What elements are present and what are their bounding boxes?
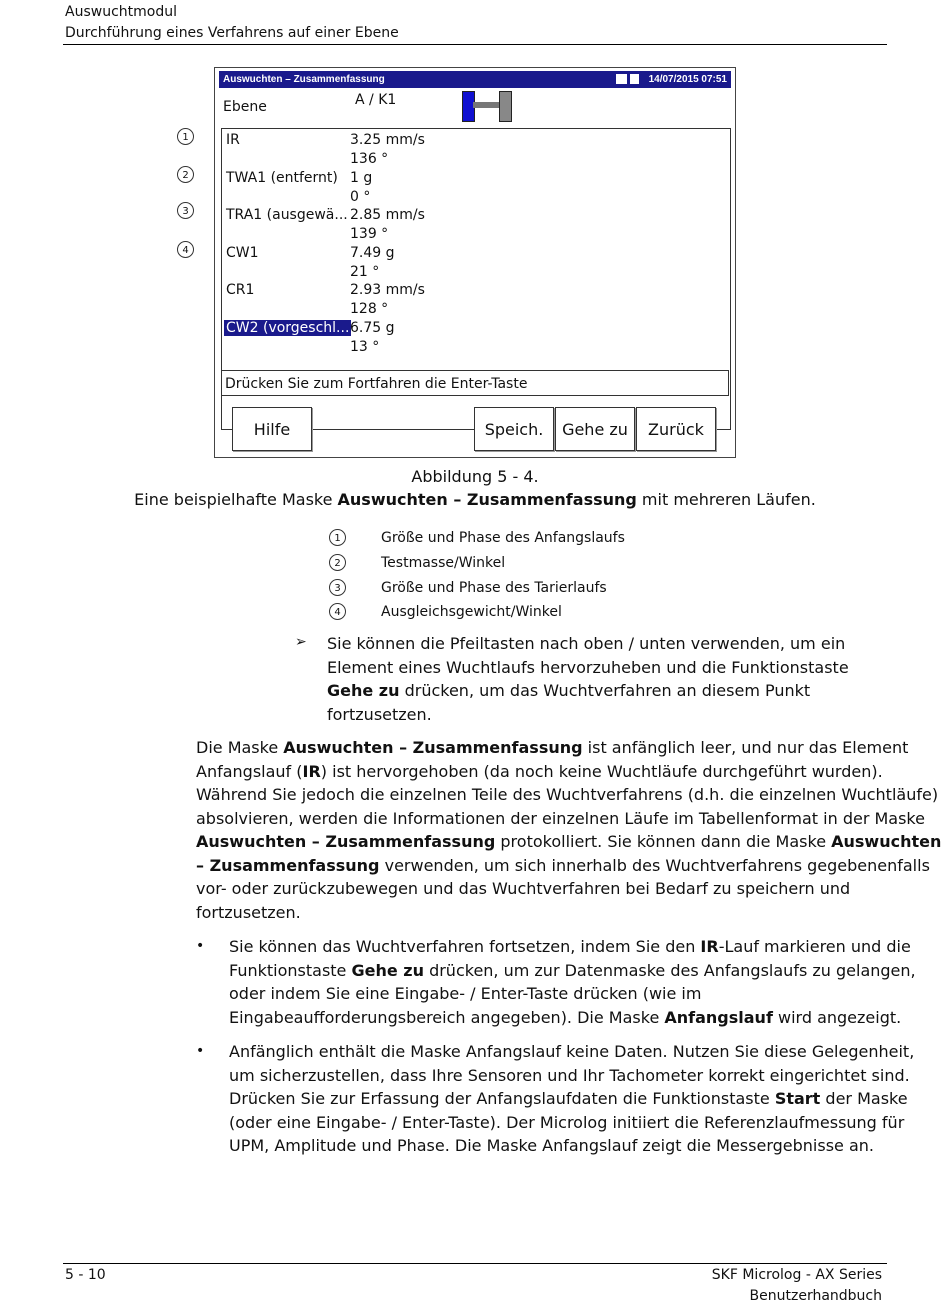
legend-callout-3: 3 — [329, 579, 346, 596]
list-item-phase: 128 ° — [350, 301, 389, 317]
footer-rule — [63, 1263, 887, 1264]
para-text: Die Maske — [196, 738, 284, 757]
para-text: Funktionstaste — [229, 960, 352, 980]
para-text: verwenden, um sich innerhalb des Wuchtverfahrens gegebenenfalls — [379, 855, 930, 875]
screen-title: Auswuchten – Zusammenfassung — [223, 74, 385, 85]
battery-icon — [616, 74, 627, 84]
plane-label: Ebene — [223, 99, 267, 115]
plane-value: A / K1 — [355, 92, 397, 108]
legend-callout-4: 4 — [329, 603, 346, 620]
legend-text-2: Testmasse/Winkel — [381, 555, 506, 571]
running-header-section: Durchführung eines Verfahrens auf einer Ebene — [65, 25, 399, 41]
arrow-paragraph — [327, 632, 849, 726]
para-line — [196, 760, 941, 784]
selected-item-label: CW2 (vorgeschl... — [226, 320, 350, 336]
header-rule — [63, 44, 887, 45]
caption-text: mit mehreren Läufen. — [636, 490, 816, 509]
para-text: ist anfänglich leer, und nur das Element — [582, 738, 909, 757]
list-item-value: 2.93 mm/s — [350, 282, 425, 298]
legend-text-4: Ausgleichsgewicht/Winkel — [381, 604, 562, 620]
bullet-icon: • — [196, 1043, 205, 1059]
para-line: absolvieren, werden die Informationen der einzelnen Läufe im Tabellenformat in der Maske — [196, 808, 925, 828]
memory-card-icon — [630, 74, 639, 84]
legend-callout-1: 1 — [329, 529, 346, 546]
para-line: UPM, Amplitude und Phase. Die Maske Anfangslauf zeigt die Messergebnisse an. — [229, 1136, 874, 1155]
goto-button[interactable]: Gehe zu — [555, 407, 635, 451]
plane-b-icon — [499, 91, 512, 122]
help-button[interactable]: Hilfe — [232, 407, 312, 451]
device-screenshot — [214, 67, 736, 458]
para-text: -Lauf markieren und die — [718, 937, 911, 956]
para-text: der Maske — [820, 1089, 908, 1108]
list-item-value: 2.85 mm/s — [350, 207, 425, 223]
para-bold: IR — [700, 937, 719, 956]
para-line: um sicherzustellen, dass Ihre Sensoren und Ihr Tachometer korrekt eingerichtet sind. — [229, 1065, 910, 1085]
list-item-value: 7.49 g — [350, 245, 395, 261]
para-line: Anfänglich enthält die Maske Anfangslauf keine Daten. Nutzen Sie diese Gelegenheit, — [229, 1042, 915, 1061]
para-line: (oder eine Eingabe- / Enter-Taste). Der Microlog initiiert die Referenzlaufmessung für — [229, 1112, 905, 1132]
arrow-bullet-icon: ➢ — [295, 634, 307, 650]
callout-3: 3 — [177, 202, 194, 219]
main-paragraph — [196, 736, 941, 924]
screen-datetime: 14/07/2015 07:51 — [648, 74, 727, 85]
para-text: drücken, um das Wuchtverfahren an diesem Punkt — [399, 681, 811, 700]
footer-doc-title: Benutzerhandbuch — [749, 1288, 882, 1304]
para-bold: Auswuchten — [831, 832, 942, 851]
legend-text-1: Größe und Phase des Anfangslaufs — [381, 530, 625, 546]
rotor-shaft-icon — [473, 102, 499, 108]
list-item-phase: 139 ° — [350, 226, 389, 242]
para-text: ) ist hervorgehoben (da noch keine Wuchtläufe durchgeführt wurden). — [320, 761, 883, 781]
para-text: Anfangslauf ( — [196, 761, 303, 781]
para-line: Während Sie jedoch die einzelnen Teile des Wuchtverfahrens (d.h. die einzelnen Wuchtläufe) — [196, 785, 939, 804]
para-bold: Gehe zu — [327, 681, 400, 700]
prompt-bar: Drücken Sie zum Fortfahren die Enter-Taste — [221, 370, 729, 396]
para-text: Drücken Sie zur Erfassung der Anfangslaufdaten die Funktionstaste — [229, 1089, 775, 1108]
list-item-value: 1 g — [350, 170, 373, 186]
callout-2: 2 — [177, 166, 194, 183]
legend-callout-2: 2 — [329, 554, 346, 571]
para-line: Element eines Wuchtlaufs hervorzuheben und die Funktionstaste — [327, 657, 849, 677]
para-line: Sie können die Pfeiltasten nach oben / unten verwenden, um ein — [327, 634, 846, 653]
figure-caption — [0, 490, 950, 509]
para-bold: Start — [774, 1089, 821, 1108]
para-bold: IR — [302, 761, 321, 781]
bullet-icon: • — [196, 938, 205, 954]
para-text: Eingabeaufforderungsbereich angegeben). Die Maske — [229, 1007, 665, 1027]
list-item-phase: 21 ° — [350, 264, 380, 280]
page-number: 5 - 10 — [65, 1267, 106, 1283]
list-item-phase: 136 ° — [350, 151, 389, 167]
para-bold: Anfangslauf — [664, 1007, 773, 1027]
para-bold: Gehe zu — [351, 960, 424, 980]
callout-1: 1 — [177, 128, 194, 145]
footer-product: SKF Microlog - AX Series — [711, 1267, 882, 1283]
para-line — [327, 679, 849, 703]
list-item-value: 6.75 g — [350, 320, 395, 336]
para-text: Sie können das Wuchtverfahren fortsetzen, indem Sie den — [229, 937, 701, 956]
list-item[interactable]: TRA1 (ausgewä... — [226, 207, 348, 223]
para-bold: – Zusammenfassung — [196, 855, 380, 875]
para-bold: Auswuchten – Zusammenfassung — [283, 738, 583, 757]
legend-text-3: Größe und Phase des Tarierlaufs — [381, 580, 607, 596]
bullet-paragraph-2 — [229, 1040, 914, 1158]
list-item-phase: 0 ° — [350, 189, 371, 205]
list-item[interactable]: CR1 — [226, 282, 255, 298]
para-line: fortzusetzen. — [196, 902, 301, 922]
para-line: vor- oder zurückzubewegen und das Wuchtverfahren bei Bedarf zu speichern und — [196, 879, 851, 898]
para-line — [229, 959, 916, 983]
para-text: protokolliert. Sie können dann die Maske — [495, 832, 832, 851]
para-text: drücken, um zur Datenmaske des Anfangslaufs zu gelangen, — [423, 960, 916, 980]
bullet-paragraph-1 — [229, 935, 916, 1029]
caption-text: Eine beispielhafte Maske — [134, 490, 338, 509]
list-item-value: 3.25 mm/s — [350, 132, 425, 148]
screen-title-bar — [219, 71, 731, 88]
caption-bold: Auswuchten – Zusammenfassung — [337, 490, 637, 509]
para-line — [229, 1006, 916, 1030]
para-text: wird angezeigt. — [772, 1007, 902, 1027]
para-line: oder indem Sie eine Eingabe- / Enter-Taste drücken (wie im — [229, 984, 702, 1003]
para-line — [196, 854, 941, 878]
para-line: fortzusetzen. — [327, 704, 432, 724]
save-button[interactable]: Speich. — [474, 407, 554, 451]
list-item[interactable]: TWA1 (entfernt) — [226, 170, 338, 186]
para-bold: Auswuchten – Zusammenfassung — [196, 832, 496, 851]
list-item[interactable]: CW1 — [226, 245, 259, 261]
back-button[interactable]: Zurück — [636, 407, 716, 451]
figure-number: Abbildung 5 - 4. — [411, 467, 539, 486]
list-item[interactable]: IR — [226, 132, 240, 148]
para-line — [229, 935, 916, 959]
para-line — [196, 736, 941, 760]
list-item-selected[interactable] — [226, 319, 351, 338]
para-line — [196, 830, 941, 854]
list-item-phase: 13 ° — [350, 339, 380, 355]
para-line — [229, 1087, 914, 1111]
running-header-module: Auswuchtmodul — [65, 4, 177, 20]
callout-4: 4 — [177, 241, 194, 258]
